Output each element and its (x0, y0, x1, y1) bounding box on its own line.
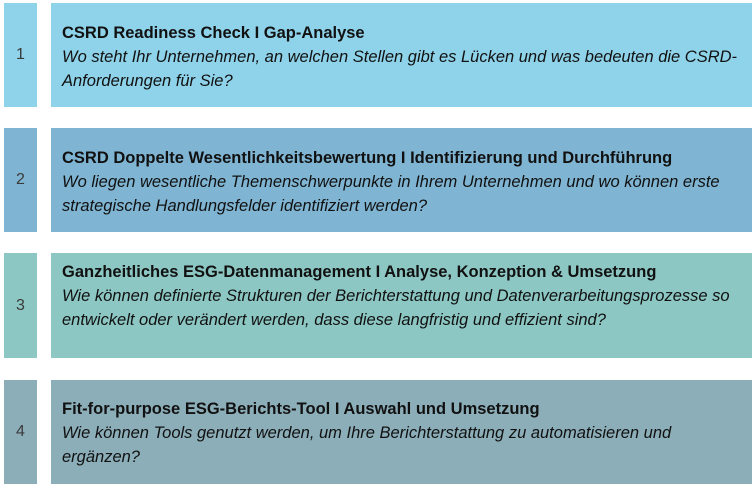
step-title: CSRD Readiness Check I Gap-Analyse (62, 24, 365, 42)
step-content-box (51, 3, 752, 107)
step-number-box (4, 128, 37, 232)
step-row-1 (0, 3, 756, 107)
step-number-box (4, 380, 37, 484)
step-description: Wie können Tools genutzt werden, um Ihre Berichterstattung zu automatisieren und ergänzen? (62, 424, 672, 466)
step-number-box (4, 3, 37, 107)
step-title: Ganzheitliches ESG-Datenmanagement I Analyse, Konzeption & Umsetzung (62, 263, 657, 281)
step-content-box (51, 253, 752, 358)
step-row-2 (0, 128, 756, 232)
step-content-box (51, 380, 752, 484)
step-number: 1 (16, 46, 25, 63)
step-row-4 (0, 380, 756, 484)
step-title: CSRD Doppelte Wesentlichkeitsbewertung I Identifizierung und Durchführung (62, 149, 673, 167)
step-description: Wie können definierte Strukturen der Berichterstattung und Datenverarbeitungsprozesse so entwickelt oder verändert werden, dass diese langfristig und effizient sind? (62, 287, 730, 329)
step-title: Fit-for-purpose ESG-Berichts-Tool I Auswahl und Umsetzung (62, 400, 540, 418)
step-description: Wo steht Ihr Unternehmen, an welchen Stellen gibt es Lücken und was bedeuten die CSRD-Anforderungen für Sie? (62, 48, 738, 90)
step-description: Wo liegen wesentliche Themenschwerpunkte in Ihrem Unternehmen und wo können erste strategische Handlungsfelder identifiziert werden? (62, 173, 720, 215)
step-number: 2 (16, 171, 25, 188)
step-number: 3 (16, 296, 25, 314)
step-number: 4 (16, 423, 25, 440)
step-number-box (4, 253, 37, 358)
step-row-3 (0, 253, 756, 358)
step-content-box (51, 128, 752, 232)
